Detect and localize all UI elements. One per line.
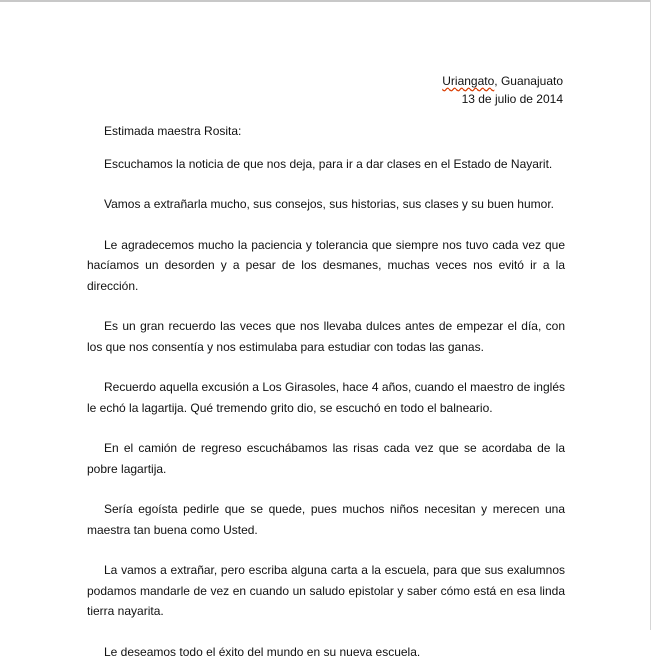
paragraph-3: Le agradecemos mucho la paciencia y tolerancia que siempre nos tuvo cada vez que hacíamos un desorden y a pesar de los desmanes, muchas veces nos evitó ir a la dirección. bbox=[87, 235, 565, 297]
paragraph-7: Sería egoísta pedirle que se quede, pues muchos niños necesitan y merecen una maestra tan buena como Usted. bbox=[87, 499, 565, 540]
page-top-border bbox=[0, 0, 651, 2]
paragraph-1: Escuchamos la noticia de que nos deja, para ir a dar clases en el Estado de Nayarit. bbox=[87, 154, 565, 175]
location-city: Uriangato bbox=[442, 74, 494, 88]
letter-location bbox=[442, 72, 563, 90]
paragraph-9: Le deseamos todo el éxito del mundo en su nueva escuela. bbox=[87, 642, 565, 662]
location-state: , Guanajuato bbox=[494, 74, 563, 88]
letter-body bbox=[87, 121, 565, 662]
paragraph-8: La vamos a extrañar, pero escriba alguna carta a la escuela, para que sus exalumnos podamos mandarle de vez en cuando un saludo epistolar y saber cómo está en esa linda tierra nayarita. bbox=[87, 560, 565, 622]
letter-date: 13 de julio de 2014 bbox=[442, 90, 563, 108]
paragraph-5: Recuerdo aquella excusión a Los Girasoles, hace 4 años, cuando el maestro de inglés le echó la lagartija. Qué tremendo grito dio, se escuchó en todo el balneario. bbox=[87, 377, 565, 418]
paragraph-6: En el camión de regreso escuchábamos las risas cada vez que se acordaba de la pobre lagartija. bbox=[87, 438, 565, 479]
letter-greeting: Estimada maestra Rosita: bbox=[87, 121, 565, 142]
paragraph-2: Vamos a extrañarla mucho, sus consejos, sus historias, sus clases y su buen humor. bbox=[87, 194, 565, 215]
paragraph-4: Es un gran recuerdo las veces que nos llevaba dulces antes de empezar el día, con los que nos consentía y nos estimulaba para estudiar con todas las ganas. bbox=[87, 316, 565, 357]
letter-header bbox=[442, 72, 563, 108]
